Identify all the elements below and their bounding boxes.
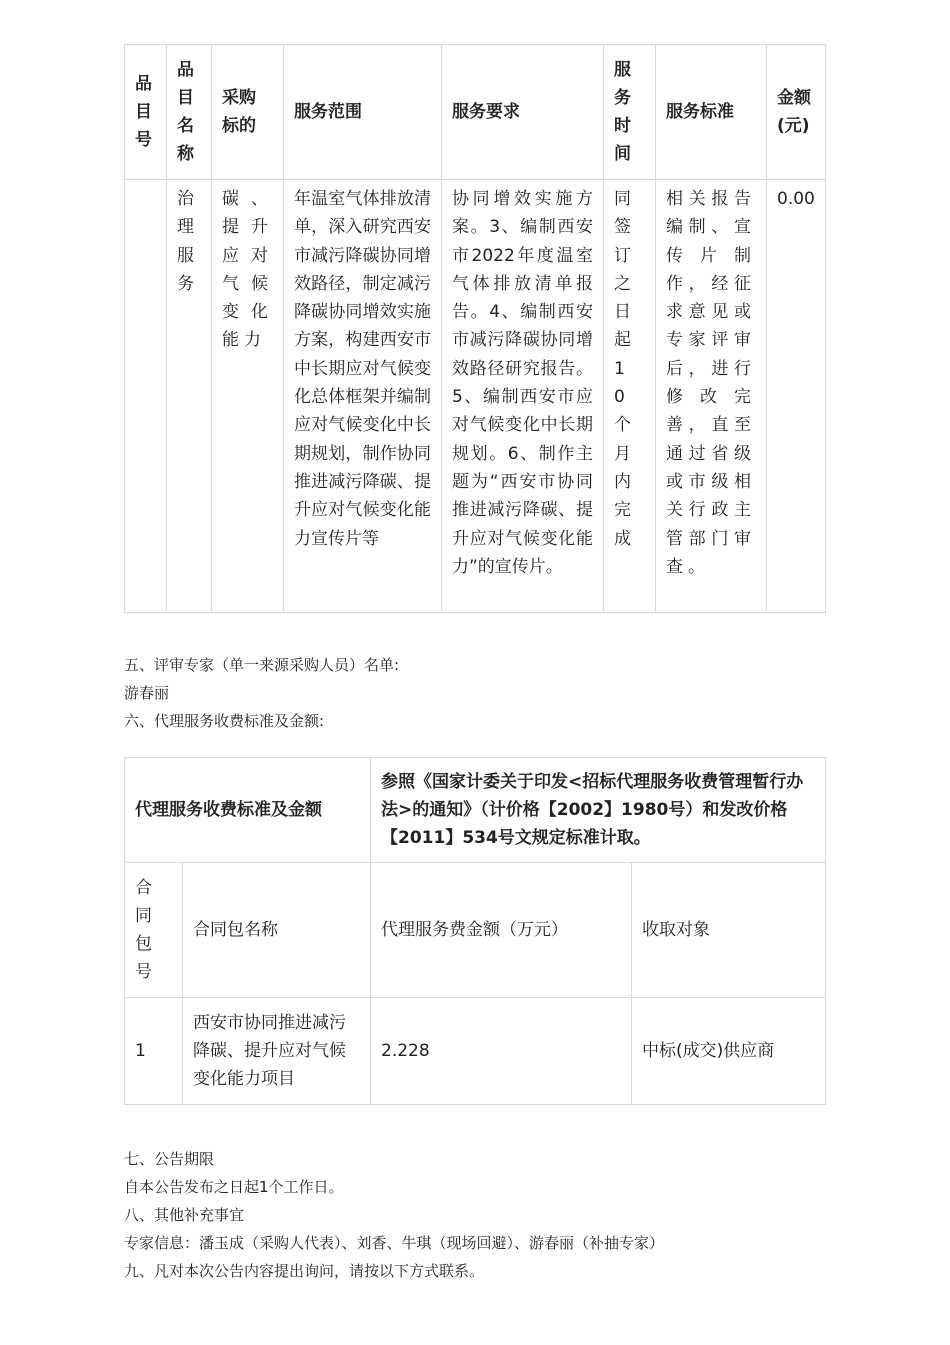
cell-target: 碳、提升应对气候变化能力 (212, 180, 284, 613)
section-7-text: 自本公告发布之日起1个工作日。 (124, 1178, 344, 1196)
header-item-name: 品目名称 (167, 45, 212, 180)
header-time: 服务时间 (604, 45, 656, 180)
cell-item-no (125, 180, 167, 613)
fee-standard-description: 参照《国家计委关于印发<招标代理服务收费管理暂行办法>的通知》（计价格【2002】1980号）和发改价格【2011】534号文规定标准计取。 (371, 758, 826, 863)
header-amount: 金额(元) (767, 45, 826, 180)
col-charge-target: 收取对象 (632, 863, 826, 998)
table-header-row (125, 45, 826, 180)
cell-charge-target: 中标(成交)供应商 (632, 998, 826, 1105)
cell-scope: 年温室气体排放清单，深入研究西安市减污降碳协同增效路径，制定减污降碳协同增效实施方案，构建西安市中长期应对气候变化总体框架并编制应对气候变化中长期规划，制作协同推进减污降碳、提升应对气候变化能力宣传片等 (284, 180, 442, 613)
header-standard: 服务标准 (656, 45, 767, 180)
col-package-name: 合同包名称 (183, 863, 371, 998)
fee-columns-row (125, 863, 826, 998)
cell-fee-amount: 2.228 (371, 998, 632, 1105)
section-5-names: 游春丽 (124, 684, 170, 702)
fee-standard-label: 代理服务收费标准及金额 (125, 758, 371, 863)
cell-package-no: 1 (125, 998, 183, 1105)
procurement-items-table (124, 44, 826, 613)
document-page (124, 44, 825, 1285)
cell-standard: 相关报告编制、宣传片制作，经征求意见或专家评审后，进行修改完善，直至通过省级或市级相关行政主管部门审查。 (656, 180, 767, 613)
header-item-no: 品目号 (125, 45, 167, 180)
header-target: 采购标的 (212, 45, 284, 180)
table-row (125, 998, 826, 1105)
header-scope: 服务范围 (284, 45, 442, 180)
section-9-title: 九、凡对本次公告内容提出询问，请按以下方式联系。 (124, 1262, 485, 1280)
cell-time: 同签订之日起10个月内完成 (604, 180, 656, 613)
section-8-text: 专家信息：潘玉成（采购人代表）、刘香、牛琪（现场回避）、游春丽（补抽专家） (124, 1234, 665, 1252)
col-fee-amount: 代理服务费金额（万元） (371, 863, 632, 998)
col-package-no: 合同包号 (125, 863, 183, 998)
section-8-title: 八、其他补充事宜 (124, 1206, 245, 1224)
cell-package-name: 西安市协同推进减污降碳、提升应对气候变化能力项目 (183, 998, 371, 1105)
cell-amount: 0.00 (767, 180, 826, 613)
section-6-title: 六、代理服务收费标准及金额: (124, 712, 325, 730)
cell-requirement: 协同增效实施方案。3、编制西安市2022年度温室气体排放清单报告。4、编制西安市减污降碳协同增效路径研究报告。5、编制西安市应对气候变化中长期规划。6、制作主题为“西安市协同推进减污降碳、提升应对气候变化能力”的宣传片。 (442, 180, 604, 613)
fee-header-row (125, 758, 826, 863)
cell-item-name: 治理服务 (167, 180, 212, 613)
table-row (125, 180, 826, 613)
agency-fee-table (124, 757, 826, 1105)
header-requirement: 服务要求 (442, 45, 604, 180)
section-5-title: 五、评审专家（单一来源采购人员）名单: (124, 656, 400, 674)
section-7-title: 七、公告期限 (124, 1150, 215, 1168)
